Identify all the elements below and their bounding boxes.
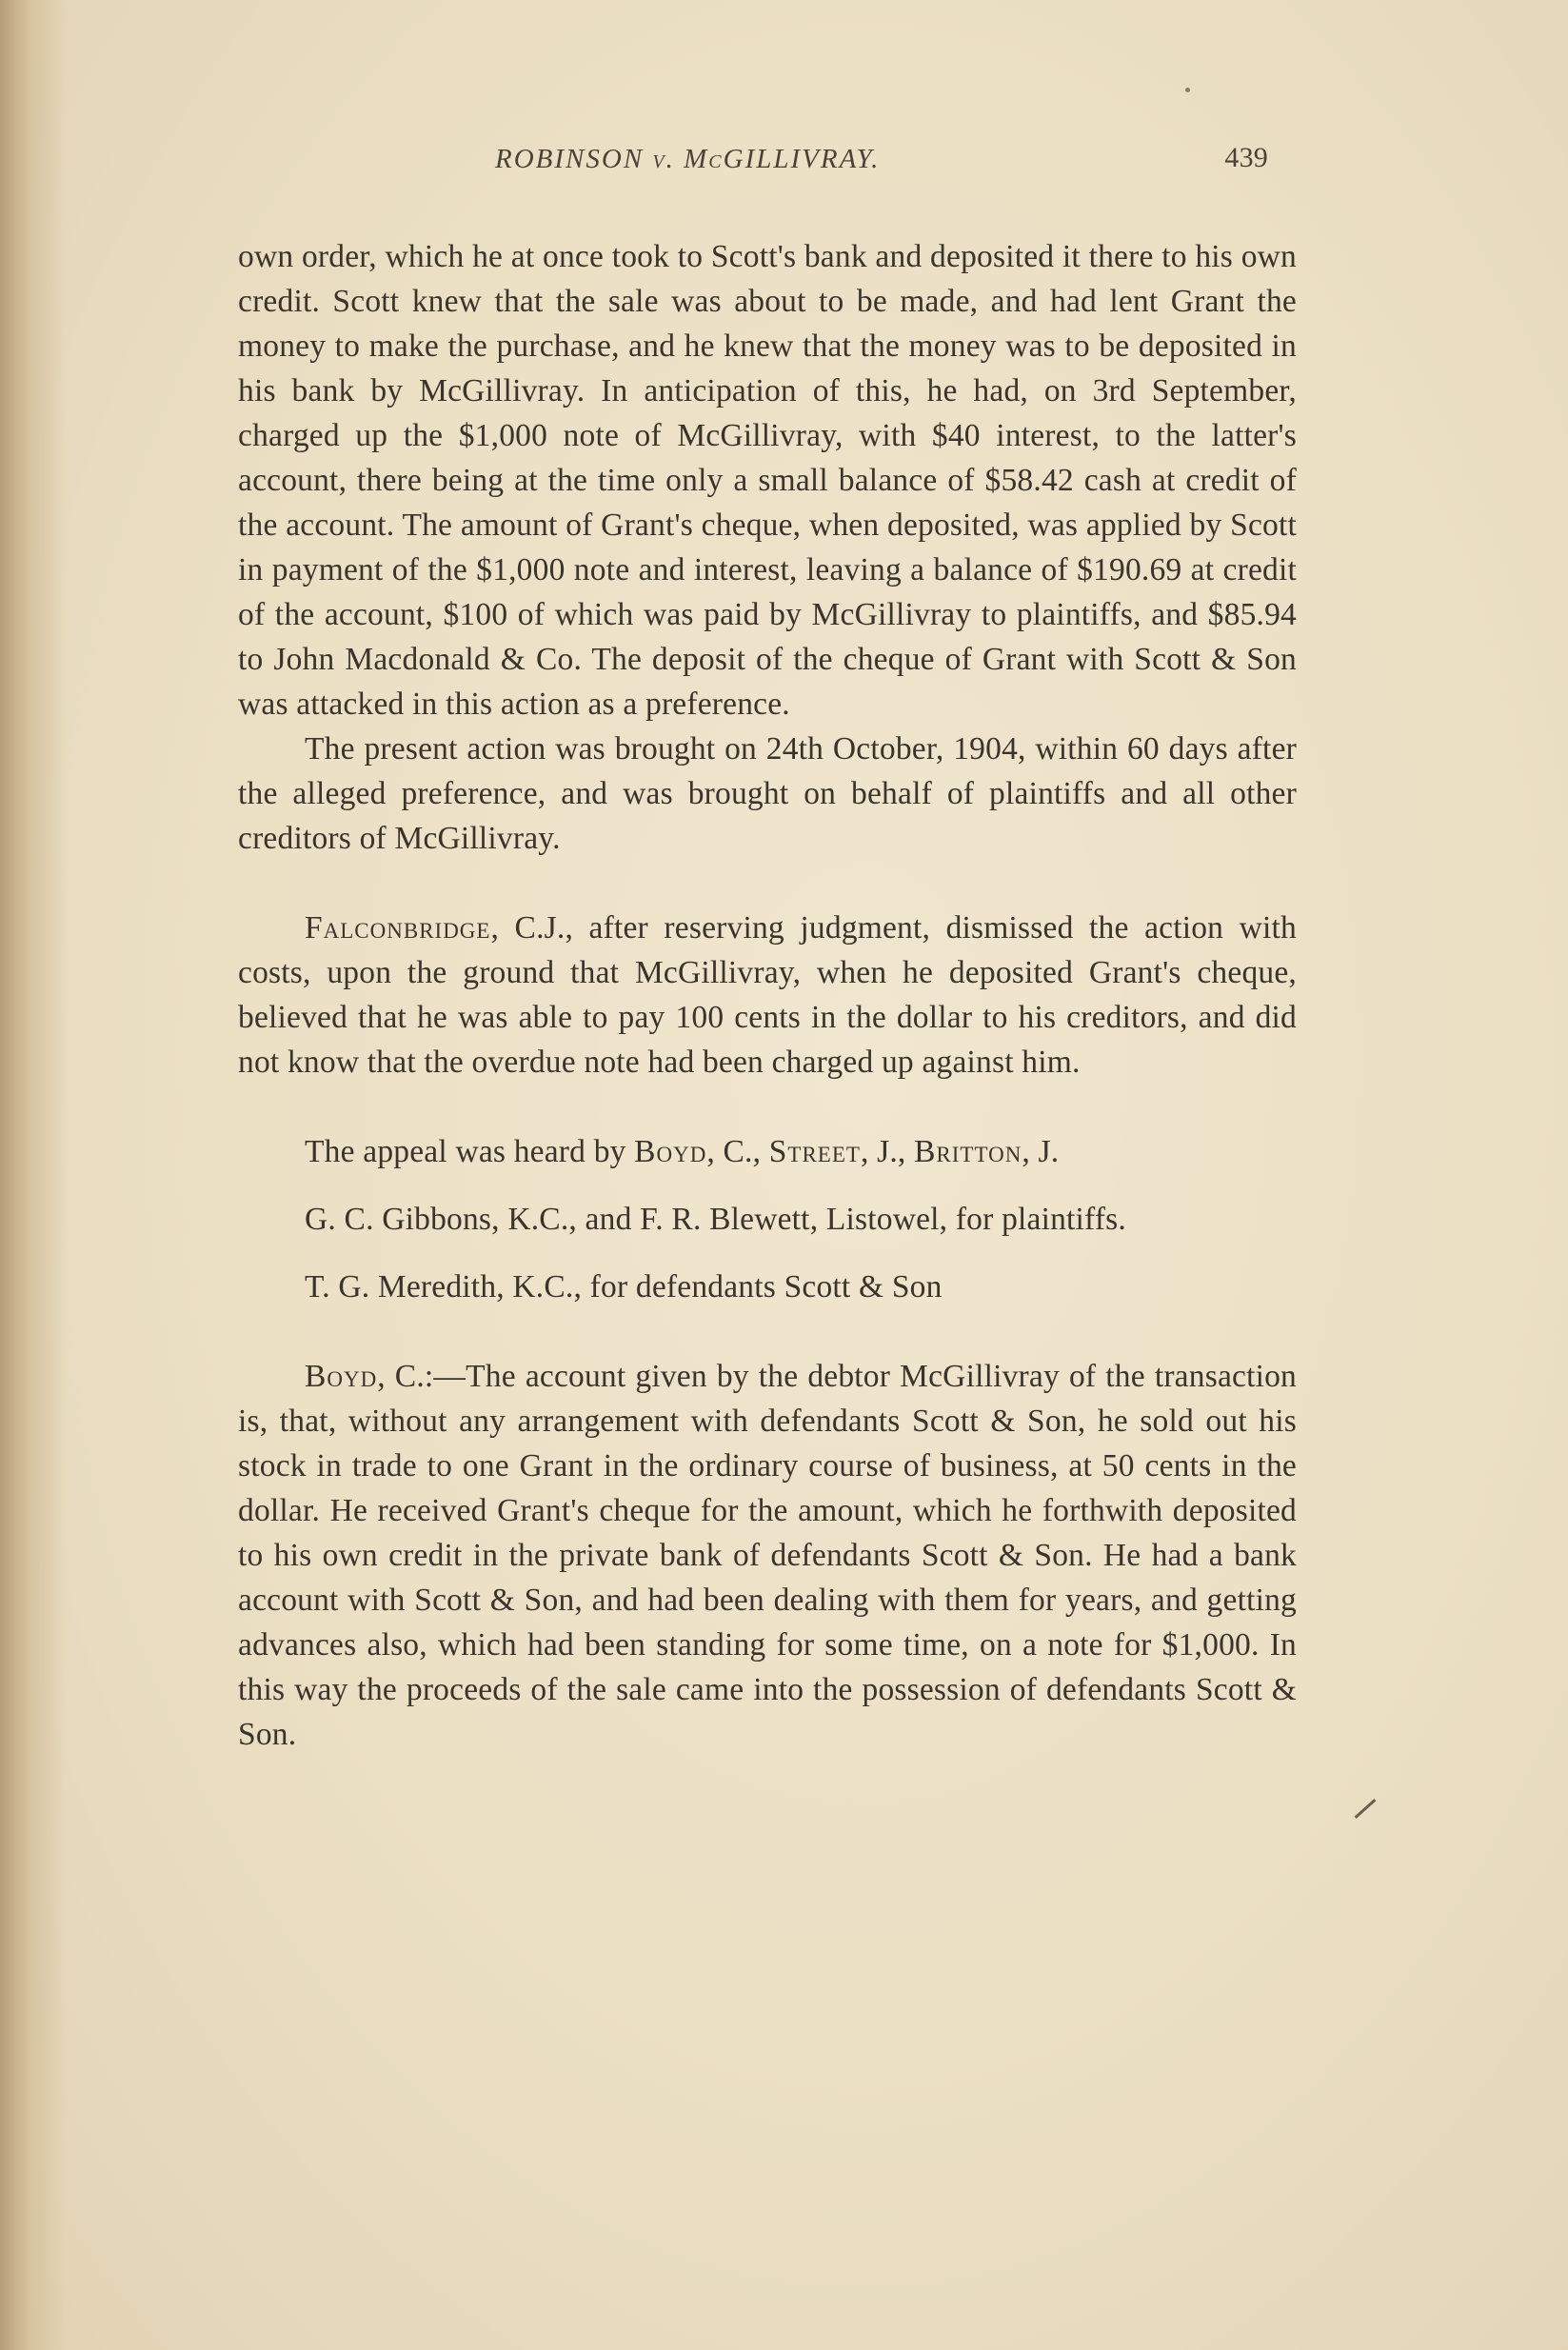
pencil-mark bbox=[1355, 1799, 1377, 1819]
paragraph-appeal bbox=[238, 1129, 1297, 1174]
paper-speck bbox=[1185, 88, 1190, 92]
spacer bbox=[238, 1242, 1297, 1265]
paragraph-judgment-boyd bbox=[238, 1354, 1297, 1757]
binding-gutter bbox=[0, 0, 67, 2350]
judge-name-boyd: Boyd bbox=[305, 1359, 378, 1394]
appeal-sep-2: , J., bbox=[860, 1134, 915, 1169]
paragraph-facts: own order, which he at once took to Scott's bank and deposited it there to his own credit. Scott knew that the sale was about to be made, and had lent Grant the money to make the purchase, and he knew that the money was to be deposited in his bank by McGillivray. In anticipation of this, he had, on 3rd September, charged up the $1,000 note of McGillivray, with $40 interest, to the latter's account, there being at the time only a small balance of $58.42 cash at credit of the account. The amount of Grant's cheque, when deposited, was applied by Scott in payment of the $1,000 note and interest, leaving a balance of $190.69 at credit of the account, $100 of which was paid by McGillivray to plaintiffs, and $85.94 to John Macdonald & Co. The deposit of the cheque of Grant with Scott & Son was attacked in this action as a preference. bbox=[238, 239, 1297, 722]
judge-britton: Britton bbox=[914, 1134, 1022, 1169]
judge-boyd: Boyd bbox=[634, 1134, 707, 1169]
judgment-text: , C.:—The account given by the debtor McGillivray of the transaction is, that, without any arrangement with defendants Scott & Son, he sold out his stock in trade to one Grant in the ordinary course of business, at 50 cents in the dollar. He received Grant's cheque for the amount, which he forthwith deposited to his own credit in the private bank of defendants Scott & Son. He had a bank account with Scott & Son, and had been dealing with them for years, and getting advances also, which had been standing for some time, on a note for $1,000. In this way the proceeds of the sale came into the possession of defendants Scott & Son. bbox=[238, 1359, 1297, 1752]
spacer bbox=[238, 1085, 1297, 1129]
paragraph-counsel-defendants: T. G. Meredith, K.C., for defendants Scott & Son bbox=[305, 1269, 943, 1304]
spacer bbox=[238, 1174, 1297, 1197]
paragraph-counsel-plaintiffs: G. C. Gibbons, K.C., and F. R. Blewett, Listowel, for plaintiffs. bbox=[305, 1202, 1126, 1237]
paragraph-trial-judgment bbox=[238, 906, 1297, 1085]
paragraph-action: The present action was brought on 24th October, 1904, within 60 days after the alleged preference, and was brought on behalf of plaintiffs and all other creditors of McGillivray. bbox=[238, 731, 1297, 856]
spacer bbox=[238, 1309, 1297, 1354]
judge-name: Falconbridge bbox=[305, 910, 491, 946]
trial-judgment-text: , C.J., after reserving judgment, dismissed the action with costs, upon the ground that McGillivray, when he deposited Grant's cheque, believed that he was able to pay 100 cents in the dollar to his creditors, and did not know that the overdue note had been charged up against him. bbox=[238, 910, 1297, 1080]
appeal-intro: The appeal was heard by bbox=[305, 1134, 635, 1169]
text-body bbox=[238, 131, 1297, 1757]
running-head: ROBINSON v. McGILLIVRAY. bbox=[495, 144, 881, 174]
judge-street: Street bbox=[768, 1134, 861, 1169]
page-header bbox=[238, 131, 1297, 189]
spacer bbox=[238, 861, 1297, 906]
appeal-sep-1: , C., bbox=[706, 1134, 769, 1169]
page-number: 439 bbox=[1224, 142, 1268, 173]
appeal-end: , J. bbox=[1022, 1134, 1060, 1169]
